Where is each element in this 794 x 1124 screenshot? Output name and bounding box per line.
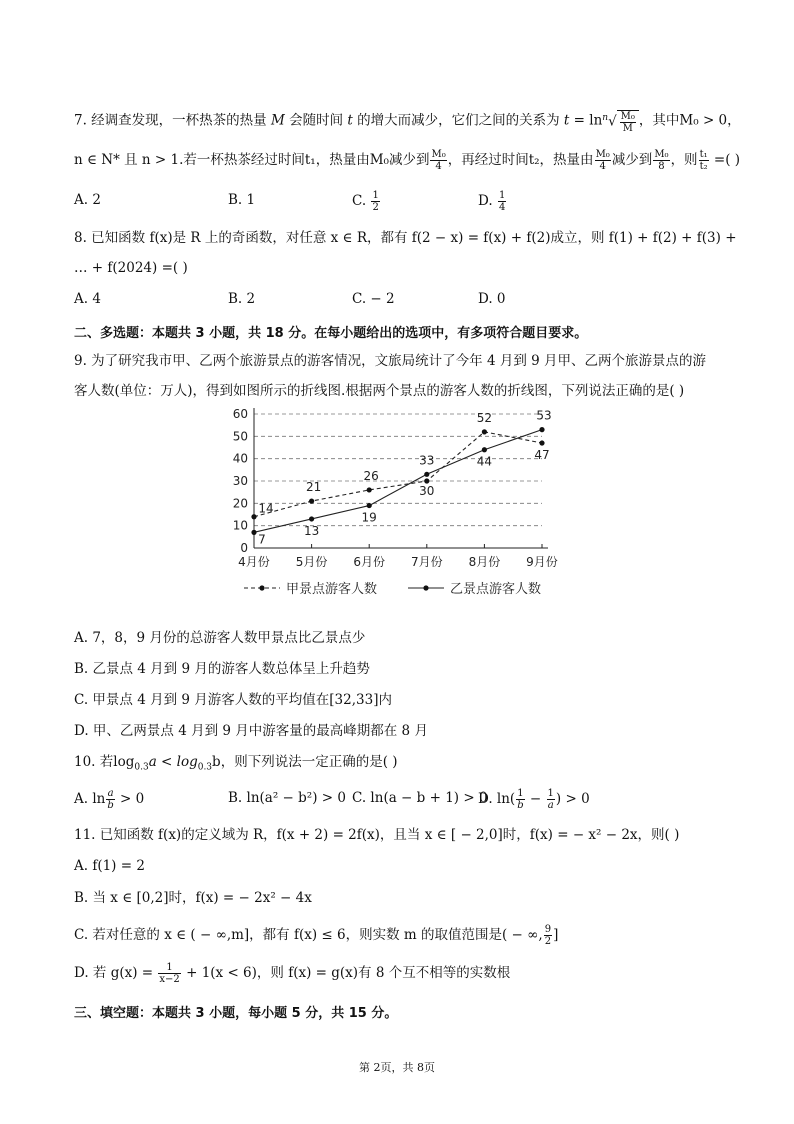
data-point-jia [482, 429, 487, 434]
q10-option-d [478, 788, 590, 811]
frac-num: M₀ [620, 111, 635, 122]
q7-frac-3 [595, 149, 611, 172]
q7-text: ，则 [670, 152, 698, 168]
q7-option-d [478, 190, 507, 213]
point-label: 13 [303, 523, 320, 538]
point-label: 44 [476, 454, 493, 469]
q9-option-a: A. 7，8，9 月份的总游客人数甲景点比乙景点少 [74, 630, 366, 646]
frac-den: M [622, 123, 633, 134]
q11-option-c [74, 924, 558, 947]
data-point-yi [482, 447, 487, 452]
frac-den: 4 [435, 161, 442, 172]
frac-num: M₀ [654, 149, 669, 160]
section-3-heading: 三、填空题：本题共 3 小题，每小题 5 分，共 15 分。 [74, 1006, 398, 1021]
q8-option-d: D. 0 [478, 291, 506, 307]
q11-option-d-frac [158, 962, 180, 985]
y-tick-label: 60 [232, 407, 248, 421]
data-point-yi [251, 530, 256, 535]
q10-log-base: 0.3 [134, 762, 149, 773]
y-tick-label: 20 [232, 496, 248, 511]
q10-option-c: C. ln(a − b + 1) > 0 [352, 790, 488, 806]
data-point-jia [539, 440, 544, 445]
y-tick-label: 40 [232, 451, 248, 466]
q7-text: 减少到 [611, 152, 653, 168]
option-text: ) > 0 [555, 791, 590, 807]
q8-line-1: 8. 已知函数 f(x)是 R 上的奇函数，对任意 x ∈ R，都有 f(2 − x) = f(x) + f(2)成立，则 f(1) + f(2) + f(3) + [74, 230, 737, 246]
q7-option-b: B. 1 [228, 192, 256, 208]
q7-text: 的增大而减少，它们之间的关系为 [352, 112, 564, 129]
data-point-jia [367, 487, 372, 492]
q10-text: 10. 若log [74, 754, 135, 770]
point-label: 47 [534, 448, 550, 463]
q11-option-d [74, 962, 510, 985]
option-label: C. [352, 193, 371, 209]
frac-num: a [107, 788, 114, 799]
option-text: D. 若 g(x) = [74, 965, 158, 981]
q11-option-c-frac [544, 924, 552, 947]
q7-text: 会随时间 [284, 112, 348, 129]
q8-line-2: … + f(2024) =( ) [74, 260, 188, 276]
frac-num: 1 [158, 962, 180, 974]
q7-option-c-frac [371, 190, 379, 213]
legend-marker-yi [423, 585, 428, 590]
data-point-jia [251, 514, 256, 519]
frac-num: M₀ [431, 149, 446, 160]
x-tick-label: 7月份 [410, 555, 443, 569]
q10-option-d-frac-2 [547, 788, 555, 811]
frac-num: 9 [544, 924, 552, 935]
frac-den: 4 [599, 161, 606, 172]
option-text: C. 若对任意的 x ∈ ( − ∞,m]，都有 f(x) ≤ 6，则实数 m 的取值范围是( − ∞, [74, 927, 543, 943]
q9-option-d: D. 甲、乙两景点 4 月到 9 月中游客量的最高峰期都在 8 月 [74, 723, 428, 739]
q11-line: 11. 已知函数 f(x)的定义域为 R，f(x + 2) = 2f(x)，且当 x ∈ [ − 2,0]时，f(x) = − x² − 2x，则( ) [74, 827, 680, 843]
option-label: D. [478, 193, 497, 209]
point-label: 26 [363, 468, 379, 483]
q7-formula-lhs: t = [563, 112, 590, 129]
q10-option-a [74, 788, 144, 811]
frac-den: 8 [658, 161, 665, 172]
q9-option-c: C. 甲景点 4 月到 9 月游客人数的平均值在[32,33]内 [74, 692, 392, 708]
frac-den: 2 [544, 936, 552, 947]
section-2-heading: 二、多选题：本题共 3 小题，共 18 分。在每小题给出的选项中，有多项符合题目要求。 [74, 326, 588, 341]
y-tick-label: 50 [232, 429, 248, 444]
x-tick-label: 8月份 [468, 555, 501, 569]
legend-label-yi: 乙景点游客人数 [450, 582, 542, 597]
frac-den: t₂ [699, 161, 708, 172]
point-label: 14 [258, 501, 274, 516]
q7-var: M [270, 112, 285, 129]
data-point-yi [309, 516, 314, 521]
frac-num: 1 [547, 788, 554, 799]
point-label: 30 [419, 484, 435, 498]
q11-option-a: A. f(1) = 2 [74, 858, 145, 874]
point-label: 52 [476, 410, 493, 425]
frac-num: 1 [498, 190, 506, 201]
q7-text: ，再经过时间t₂，热量由 [447, 152, 594, 168]
q7-var: t [347, 112, 353, 129]
y-tick-label: 30 [232, 474, 248, 488]
q11-option-b: B. 当 x ∈ [0,2]时，f(x) = − 2x² − 4x [74, 890, 312, 906]
q7-formula-ln: ln [589, 112, 603, 129]
q7-root-fraction [620, 111, 636, 134]
data-point-jia [309, 499, 314, 504]
option-label: A. ln [74, 791, 106, 807]
q7-option-d-frac [498, 190, 506, 213]
q10-option-b: B. ln(a² − b²) > 0 [228, 790, 346, 806]
data-point-yi [539, 427, 544, 432]
q7-line-1 [74, 108, 741, 134]
q8-option-a: A. 4 [74, 291, 101, 307]
q10-line [74, 752, 398, 778]
point-label: 19 [361, 510, 377, 525]
frac-den: 2 [372, 202, 379, 213]
frac-den: b [517, 800, 524, 811]
data-point-jia [424, 478, 429, 483]
q9-line-2: 客人数(单位：万人)，得到如图所示的折线图.根据两个景点的游客人数的折线图，下列说法正确的是( ) [74, 383, 685, 399]
frac-num: 1 [517, 788, 524, 799]
x-tick-label: 4月份 [238, 555, 270, 569]
frac-num: M₀ [595, 149, 610, 160]
data-point-yi [424, 472, 429, 477]
q10-option-d-frac-1 [516, 788, 524, 811]
q7-line-2 [74, 149, 740, 172]
x-tick-label: 5月份 [295, 555, 328, 569]
data-point-yi [367, 503, 372, 508]
q7-text: =( ) [709, 152, 741, 168]
q7-frac-4 [653, 149, 669, 172]
q7-text: ，其中M₀ > 0， [638, 112, 741, 129]
q8-option-c: C. − 2 [352, 291, 395, 307]
point-label: 33 [419, 453, 435, 468]
option-text: + 1(x < 6)，则 f(x) = g(x)有 8 个互不相等的实数根 [181, 965, 511, 981]
page-footer: 第 2页，共 8页 [359, 1061, 435, 1074]
point-label: 53 [536, 408, 552, 423]
q7-frac-5 [699, 149, 709, 172]
frac-den: 4 [498, 202, 506, 213]
legend-label-jia: 甲景点游客人数 [286, 582, 378, 597]
x-tick-label: 9月份 [526, 555, 558, 569]
q10-option-a-frac [106, 788, 114, 811]
q7-root-index: n [602, 113, 609, 123]
q9-option-b: B. 乙景点 4 月到 9 月的游客人数总体呈上升趋势 [74, 661, 370, 677]
frac-den: a [547, 800, 554, 811]
y-tick-label: 10 [232, 518, 248, 533]
q7-root: $^n$√ $\frac{\text{M₀}}{M}$ [602, 108, 639, 134]
q10-text: a < log [148, 754, 198, 770]
frac-den: b [107, 800, 114, 811]
tourist-line-chart [222, 402, 568, 604]
q7-option-c [352, 190, 381, 213]
q7-text: n ∈ N* 且 n > 1.若一杯热茶经过时间t₁，热量由M₀减少到 [74, 152, 430, 168]
q7-text: 7. 经调查发现，一杯热茶的热量 [74, 112, 271, 129]
q10-text: b，则下列说法一定正确的是( ) [212, 754, 398, 770]
frac-num: t₁ [699, 149, 708, 160]
q7-option-a: A. 2 [74, 192, 101, 208]
option-label: D. ln( [478, 791, 516, 807]
frac-den: x−2 [159, 974, 180, 985]
q10-log-base: 0.3 [197, 762, 213, 773]
x-tick-label: 6月份 [353, 555, 386, 569]
q8-option-b: B. 2 [228, 291, 256, 307]
point-label: 21 [305, 480, 322, 495]
legend-marker-jia [259, 585, 264, 590]
frac-num: 1 [372, 190, 379, 201]
y-tick-label: 0 [240, 541, 248, 555]
option-text: > 0 [115, 791, 145, 807]
q7-frac-2 [430, 149, 446, 172]
option-text: ] [553, 927, 559, 943]
option-text: − [525, 791, 546, 807]
q9-line-1: 9. 为了研究我市甲、乙两个旅游景点的游客情况，文旅局统计了今年 4 月到 9 月甲、乙两个旅游景点的游 [74, 353, 707, 369]
point-label: 7 [258, 532, 266, 547]
